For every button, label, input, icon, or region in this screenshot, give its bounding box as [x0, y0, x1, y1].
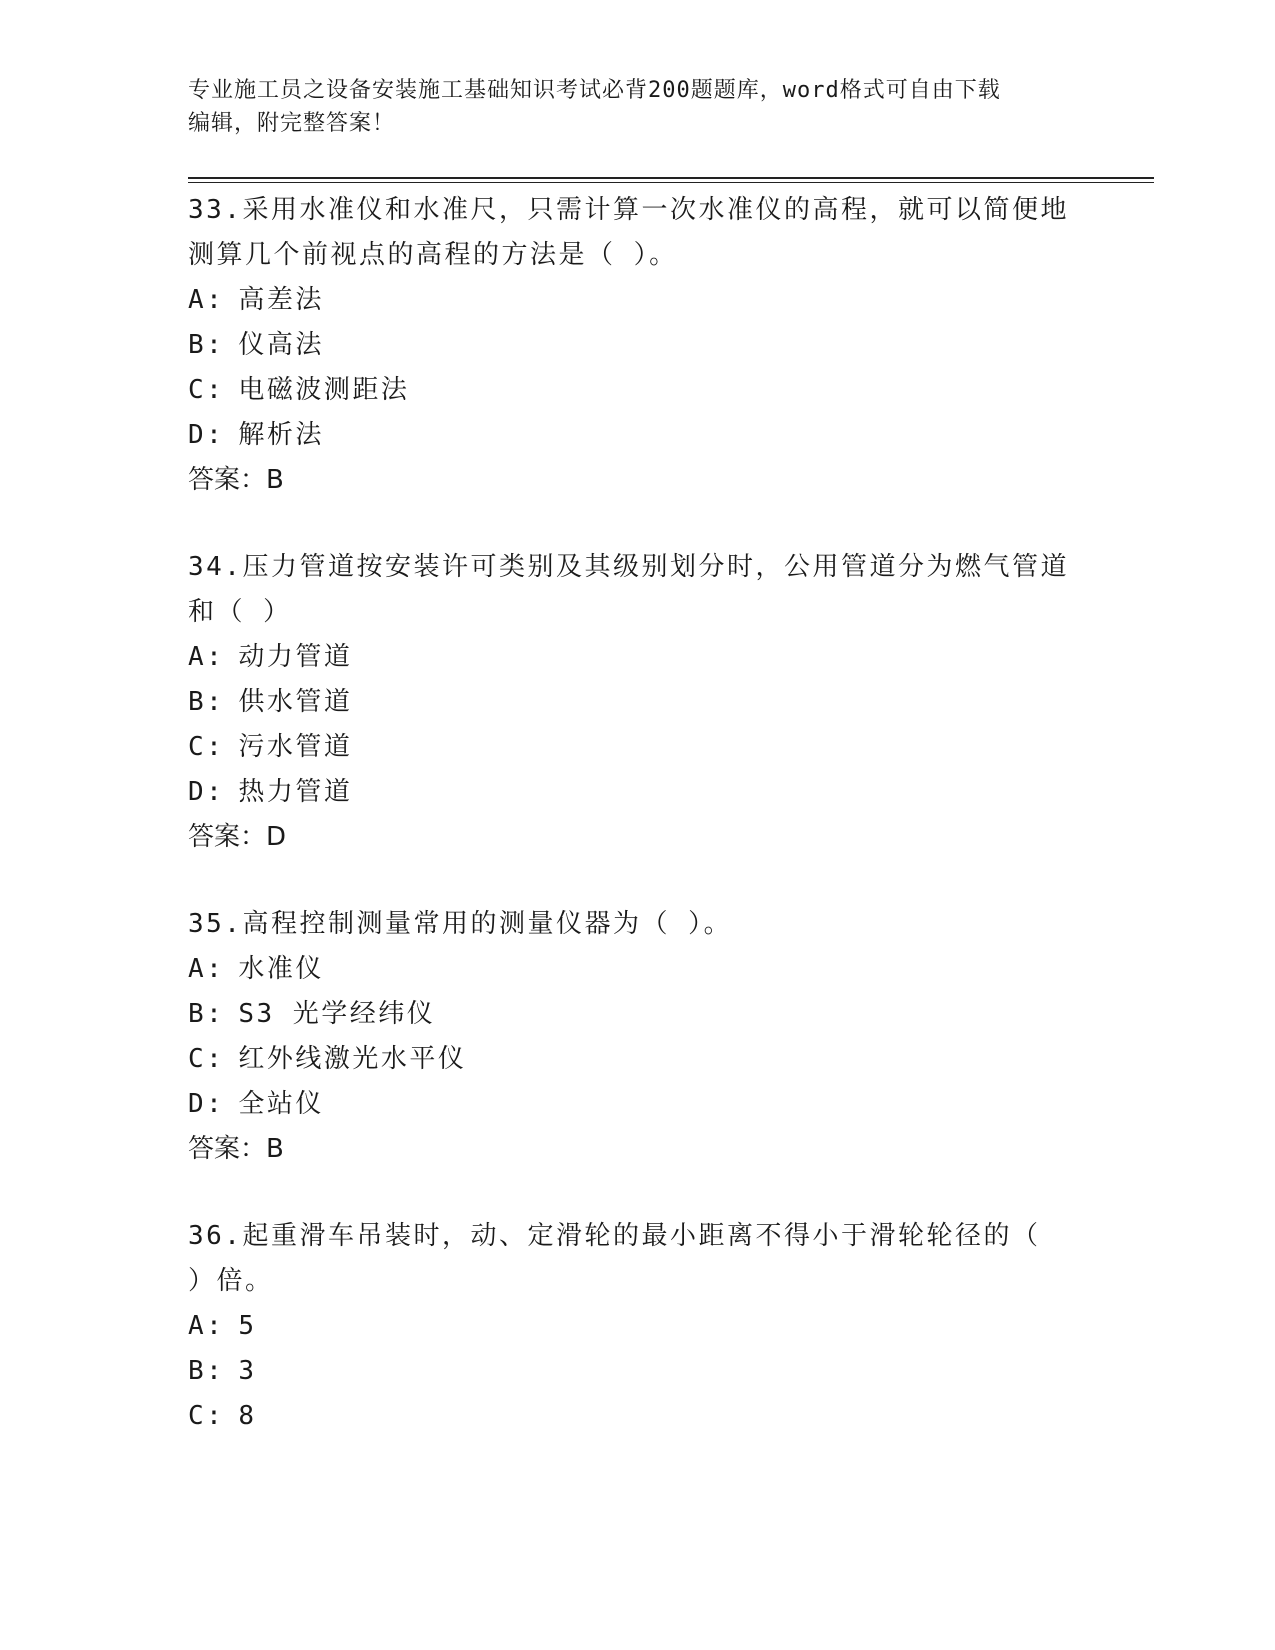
option-c — [188, 368, 1088, 413]
question-35 — [188, 902, 1088, 1172]
option-text: 仪高法 — [238, 330, 324, 360]
option-text: 水准仪 — [238, 954, 324, 984]
option-key: A: — [188, 954, 225, 984]
option-d — [188, 413, 1088, 458]
option-text: 全站仪 — [238, 1089, 324, 1119]
answer-value: D — [266, 822, 287, 852]
header-divider-thick — [188, 177, 1154, 179]
option-a — [188, 278, 1088, 323]
option-a — [188, 1304, 1088, 1349]
question-33 — [188, 188, 1088, 503]
answer-line — [188, 458, 1088, 503]
option-text: 3 — [238, 1356, 257, 1386]
option-b — [188, 323, 1088, 368]
option-text: 动力管道 — [238, 642, 353, 672]
option-text: 8 — [238, 1401, 257, 1431]
question-stem-line: 33.采用水准仪和水准尺，只需计算一次水准仪的高程，就可以简便地 — [188, 195, 1069, 225]
option-text: 解析法 — [238, 420, 324, 450]
option-key: B: — [188, 330, 225, 360]
option-key: C: — [188, 732, 225, 762]
option-key: D: — [188, 777, 225, 807]
document-header — [188, 74, 1068, 140]
option-key: C: — [188, 375, 225, 405]
option-c — [188, 1037, 1088, 1082]
answer-line — [188, 815, 1088, 860]
option-d — [188, 1082, 1088, 1127]
question-stem-line: 测算几个前视点的高程的方法是（ ）。 — [188, 240, 678, 270]
option-text: 污水管道 — [238, 732, 353, 762]
option-b — [188, 1349, 1088, 1394]
option-b — [188, 680, 1088, 725]
option-key: A: — [188, 1311, 225, 1341]
option-text: 供水管道 — [238, 687, 353, 717]
option-key: B: — [188, 1356, 225, 1386]
question-list — [188, 188, 1088, 1481]
option-key: D: — [188, 420, 225, 450]
option-c — [188, 1394, 1088, 1439]
option-key: A: — [188, 285, 225, 315]
answer-label: 答案： — [188, 1134, 267, 1164]
question-stem-line: 35.高程控制测量常用的测量仪器为（ ）。 — [188, 909, 733, 939]
answer-value: B — [266, 1134, 284, 1164]
question-stem-line: 和（ ） — [188, 597, 292, 627]
option-b — [188, 992, 1088, 1037]
option-key: A: — [188, 642, 225, 672]
header-title-line-1: 专业施工员之设备安装施工基础知识考试必背200题题库，word格式可自由下载 — [188, 78, 1001, 103]
option-text: S3 光学经纬仪 — [238, 999, 436, 1029]
answer-line — [188, 1127, 1088, 1172]
header-divider-thin — [188, 182, 1154, 183]
answer-value: B — [266, 465, 284, 495]
option-key: C: — [188, 1401, 225, 1431]
option-c — [188, 725, 1088, 770]
option-key: C: — [188, 1044, 225, 1074]
header-title-line-2: 编辑，附完整答案！ — [188, 111, 396, 136]
option-text: 高差法 — [238, 285, 324, 315]
option-key: D: — [188, 1089, 225, 1119]
question-stem-line: ）倍。 — [188, 1266, 274, 1296]
option-key: B: — [188, 999, 225, 1029]
option-text: 5 — [238, 1311, 257, 1341]
option-text: 红外线激光水平仪 — [238, 1044, 467, 1074]
answer-label: 答案： — [188, 822, 267, 852]
question-34 — [188, 545, 1088, 860]
answer-label: 答案： — [188, 465, 267, 495]
question-stem-line: 36.起重滑车吊装时，动、定滑轮的最小距离不得小于滑轮轮径的（ — [188, 1221, 1041, 1251]
option-a — [188, 947, 1088, 992]
option-a — [188, 635, 1088, 680]
option-d — [188, 770, 1088, 815]
option-key: B: — [188, 687, 225, 717]
option-text: 电磁波测距法 — [238, 375, 410, 405]
option-text: 热力管道 — [238, 777, 353, 807]
question-36 — [188, 1214, 1088, 1439]
question-stem-line: 34.压力管道按安装许可类别及其级别划分时，公用管道分为燃气管道 — [188, 552, 1069, 582]
